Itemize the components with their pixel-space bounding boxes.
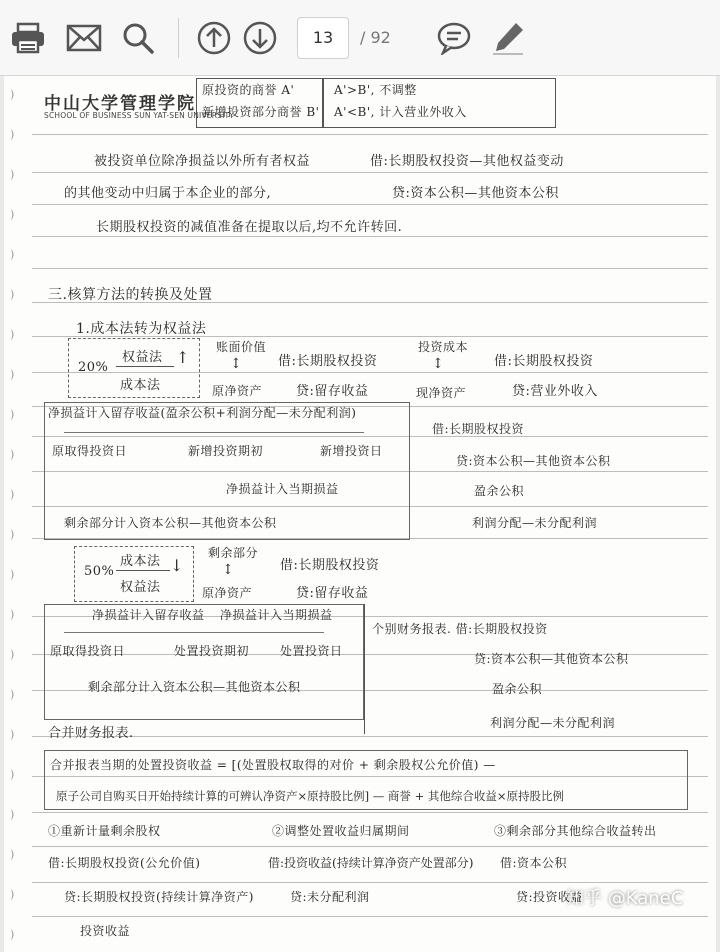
block2-r2: 盈余公积 [492, 682, 543, 696]
step1-cr: 贷:长期股权投资(持续计算净资产) [64, 890, 254, 904]
step2-cr: 贷:未分配利润 [290, 890, 370, 904]
binder-rings: ) ) ) ) ) ) ) ) ) ) ) ) ) ) ) ) ) ) ) ) ) ) [10, 88, 15, 941]
block2-r1: 贷:资本公积—其他资本公积 [474, 652, 629, 666]
block2-rest: 剩余部分计入资本公积—其他资本公积 [88, 680, 301, 694]
block1-r4: 利润分配—未分配利润 [472, 516, 598, 530]
step1-title: ①重新计量剩余股权 [48, 824, 161, 838]
block1-rest: 剩余部分计入资本公积—其他资本公积 [64, 516, 277, 530]
block2-entry-dr: 借:长期股权投资 [280, 558, 380, 573]
updown-arrow-icon: ↕ [230, 356, 243, 372]
search-icon[interactable] [118, 18, 158, 58]
block1-t1: 原取得投资日 [52, 444, 128, 458]
block1-fv-net: 现净资产 [416, 386, 467, 400]
mail-icon[interactable] [64, 18, 104, 58]
step1-dr: 借:长期股权投资(公允价值) [48, 856, 201, 870]
step1-cr2: 投资收益 [80, 924, 131, 938]
block2-lbl1: 净损益计入留存收益 [92, 608, 205, 622]
page-total: / 92 [360, 28, 391, 47]
step3-title: ③剩余部分其他综合收益转出 [494, 824, 657, 838]
block1-entry2-dr: 借:长期股权投资 [494, 354, 594, 369]
block2-pct: 50% [84, 564, 115, 579]
toolbar-separator [178, 18, 179, 58]
formula-line2: 原子公司自购买日开始持续计算的可辨认净资产×原持股比例] — 商誉 + 其他综合收益×原持股比例 [56, 789, 565, 803]
block2-consolidated: 合并财务报表. [48, 726, 134, 741]
header-table-divider [322, 78, 324, 128]
prev-page-icon[interactable] [194, 18, 234, 58]
block2-t3: 处置投资日 [280, 644, 343, 658]
pen-icon[interactable] [488, 18, 528, 58]
block1-pl-current: 净损益计入当期损益 [226, 482, 339, 496]
block1-cost-label: 投资成本 [418, 340, 469, 354]
note-line1-left: 被投资单位除净损益以外所有者权益 [94, 154, 311, 169]
note-line2-left: 的其他变动中归属于本企业的部分, [64, 186, 272, 201]
block2-top-method: 成本法 [120, 554, 161, 569]
step2-title: ②调整处置收益归属期间 [272, 824, 410, 838]
block1-top-method: 权益法 [122, 350, 163, 365]
updown-arrow-icon-3: ↕ [222, 562, 235, 578]
header-cell2-line1: A'>B', 不调整 [334, 83, 417, 97]
block1-pct: 20% [78, 360, 109, 375]
subsection-title: 1.成本法转为权益法 [76, 321, 207, 337]
block2-remain-label: 剩余部分 [208, 546, 259, 560]
block1-r1: 借:长期股权投资 [432, 422, 525, 436]
block1-entry1-cr: 贷:留存收益 [296, 384, 369, 399]
block1-entry2-cr: 贷:营业外收入 [512, 384, 598, 399]
document-page [4, 76, 716, 952]
block2-net-asset: 原净资产 [202, 586, 253, 600]
arrow-down-icon: ↓ [170, 556, 184, 575]
section-title: 三.核算方法的转换及处置 [48, 287, 213, 303]
note-line3: 长期股权投资的减值准备在提取以后,均不允许转回. [96, 220, 403, 235]
block1-fv-label: 账面价值 [216, 340, 267, 354]
block1-bottom-method: 成本法 [120, 378, 161, 393]
block2-bottom-method: 权益法 [120, 580, 161, 595]
step2-dr: 借:投资收益(持续计算净资产处置部分) [268, 856, 474, 870]
arrow-up-icon: ↑ [176, 348, 190, 367]
block1-r2: 贷:资本公积—其他资本公积 [456, 454, 611, 468]
school-logo-cn: 中山大学管理学院 [44, 94, 196, 114]
block1-t3: 新增投资日 [320, 444, 383, 458]
block2-t1: 原取得投资日 [50, 644, 126, 658]
updown-arrow-icon-2: ↕ [432, 356, 445, 372]
header-cell1-line1: 原投资的商誉 A' [202, 83, 295, 97]
next-page-icon[interactable] [240, 18, 280, 58]
block2-lbl2: 净损益计入当期损益 [220, 608, 333, 622]
step3-cr: 贷:投资收益 [516, 890, 584, 904]
page-number-input[interactable]: 13 [297, 17, 349, 59]
block2-entry-cr: 贷:留存收益 [296, 586, 369, 601]
note-line2-right: 贷:资本公积—其他资本公积 [392, 186, 559, 201]
block1-t2: 新增投资期初 [188, 444, 264, 458]
header-cell2-line2: A'<B', 计入营业外收入 [334, 105, 467, 119]
block1-entry1-dr: 借:长期股权投资 [278, 354, 378, 369]
print-icon[interactable] [8, 18, 48, 58]
block2-r0: 个别财务报表. 借:长期股权投资 [372, 622, 548, 636]
step3-dr: 借:资本公积 [500, 856, 568, 870]
comment-icon[interactable] [434, 18, 474, 58]
block1-net-asset: 原净资产 [212, 384, 263, 398]
formula-line1: 合并报表当期的处置投资收益 = [(处置股权取得的对价 + 剩余股权公允价值) — [50, 758, 496, 772]
block1-r3: 盈余公积 [474, 484, 525, 498]
block1-bracket-title: 净损益计入留存收益(盈余公积+利润分配—未分配利润) [48, 406, 357, 420]
block2-t2: 处置投资期初 [174, 644, 250, 658]
note-line1-right: 借:长期股权投资—其他权益变动 [370, 154, 564, 169]
pdf-toolbar [0, 0, 720, 76]
school-logo-en: SCHOOL OF BUSINESS SUN YAT-SEN UNIVERSITY [44, 111, 235, 120]
block2-r3: 利润分配—未分配利润 [490, 716, 616, 730]
header-cell1-line2: 新增投资部分商誉 B' [202, 105, 320, 119]
zhihu-watermark: 知乎 @KaneC [566, 888, 684, 909]
